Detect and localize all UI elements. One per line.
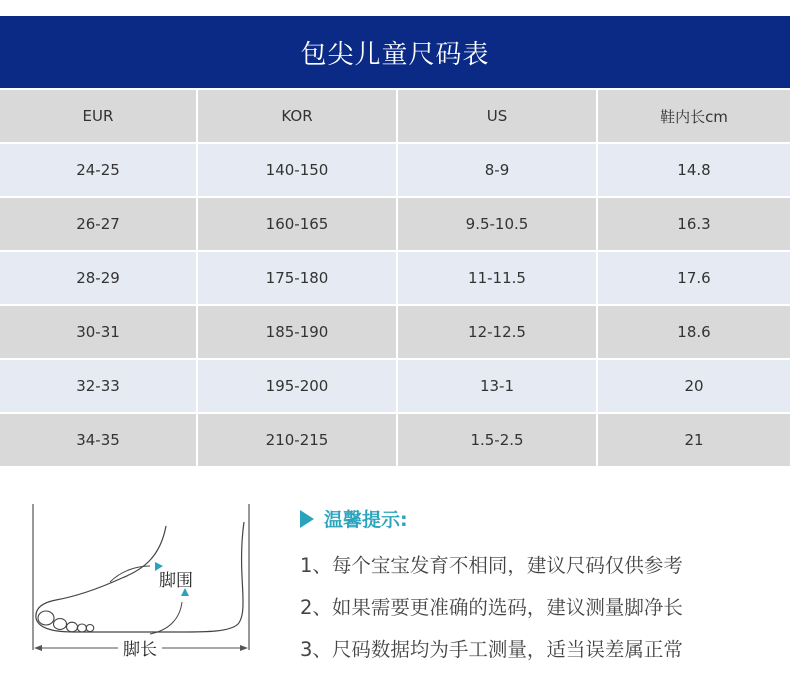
cell-us: 9.5-10.5 <box>397 197 597 251</box>
tip-item: 2、如果需要更准确的选码，建议测量脚净长 <box>300 596 683 619</box>
table-header-row <box>0 90 790 143</box>
cell-kor: 185-190 <box>197 305 397 359</box>
table-row <box>0 413 790 467</box>
cell-us: 1.5-2.5 <box>397 413 597 467</box>
table-row <box>0 251 790 305</box>
cell-eur: 32-33 <box>0 359 197 413</box>
girth-label: 脚围 <box>159 571 193 591</box>
tip-item: 3、尺码数据均为手工测量，适当误差属正常 <box>300 638 683 661</box>
header-us: US <box>397 90 597 143</box>
cell-eur: 26-27 <box>0 197 197 251</box>
cell-eur: 24-25 <box>0 143 197 197</box>
cell-length: 14.8 <box>597 143 790 197</box>
tips-panel <box>300 505 770 662</box>
cell-us: 11-11.5 <box>397 251 597 305</box>
size-chart-title: 包尖儿童尺码表 <box>0 16 790 88</box>
cell-length: 20 <box>597 359 790 413</box>
length-label: 脚长 <box>123 640 157 660</box>
header-eur: EUR <box>0 90 197 143</box>
girth-arrow-icon <box>155 562 163 571</box>
length-arrow-left-icon <box>34 645 42 651</box>
cell-kor: 195-200 <box>197 359 397 413</box>
header-kor: KOR <box>197 90 397 143</box>
table-row <box>0 143 790 197</box>
cell-us: 12-12.5 <box>397 305 597 359</box>
cell-length: 21 <box>597 413 790 467</box>
length-arrow-right-icon <box>240 645 248 651</box>
cell-kor: 140-150 <box>197 143 397 197</box>
cell-kor: 160-165 <box>197 197 397 251</box>
cell-length: 17.6 <box>597 251 790 305</box>
table-row <box>0 305 790 359</box>
cell-length: 16.3 <box>597 197 790 251</box>
table-row <box>0 359 790 413</box>
cell-length: 18.6 <box>597 305 790 359</box>
header-inner-length: 鞋内长cm <box>597 90 790 143</box>
size-table <box>0 90 790 468</box>
cell-us: 8-9 <box>397 143 597 197</box>
tips-title: 温馨提示: <box>324 509 408 531</box>
foot-measure-diagram <box>30 500 254 660</box>
tips-heading <box>300 505 770 532</box>
cell-eur: 28-29 <box>0 251 197 305</box>
tip-item: 1、每个宝宝发育不相同，建议尺码仅供参考 <box>300 554 683 577</box>
play-arrow-icon <box>300 510 314 528</box>
cell-us: 13-1 <box>397 359 597 413</box>
cell-kor: 175-180 <box>197 251 397 305</box>
cell-eur: 30-31 <box>0 305 197 359</box>
table-row <box>0 197 790 251</box>
cell-eur: 34-35 <box>0 413 197 467</box>
cell-kor: 210-215 <box>197 413 397 467</box>
